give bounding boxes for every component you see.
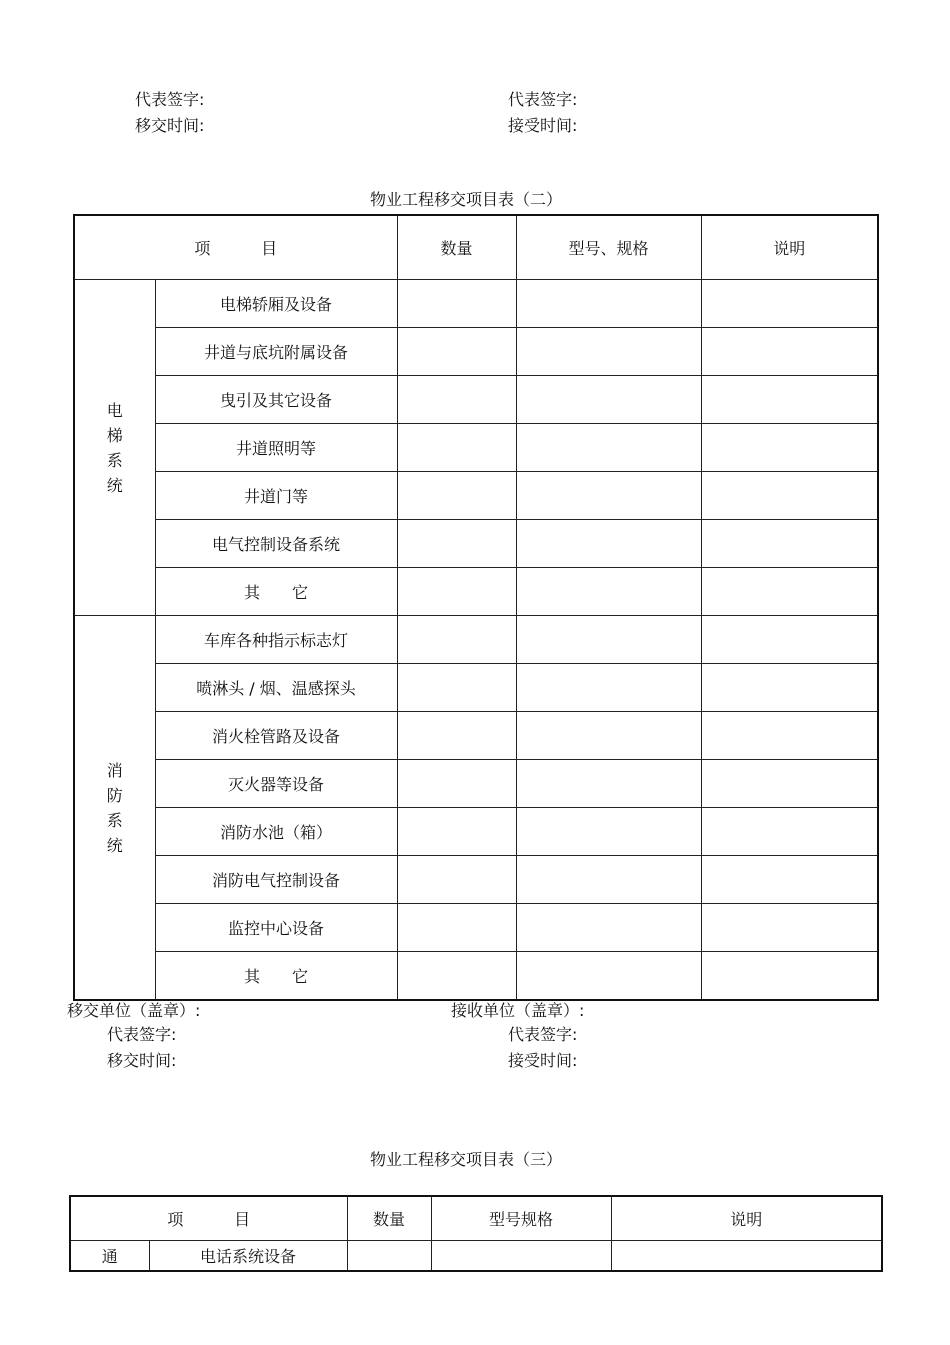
item-cell: 电气控制设备系统: [155, 520, 397, 568]
handover-table-2: [73, 214, 879, 1001]
quantity-cell: [397, 712, 516, 760]
table-row: [74, 472, 878, 520]
item-cell: 井道照明等: [155, 424, 397, 472]
note-cell: [701, 376, 878, 424]
quantity-cell: [397, 472, 516, 520]
table-row: [74, 520, 878, 568]
quantity-cell: [397, 424, 516, 472]
quantity-cell: [397, 568, 516, 616]
note-cell: [701, 328, 878, 376]
model-cell: [516, 808, 701, 856]
note-cell: [701, 760, 878, 808]
note-cell: [701, 952, 878, 1001]
group-name-char: 统: [106, 835, 123, 855]
group-name-char: 系: [106, 810, 123, 830]
note-cell: [701, 472, 878, 520]
item-cell: 消防电气控制设备: [155, 856, 397, 904]
table-header-row: [74, 215, 878, 280]
model-cell: [516, 520, 701, 568]
item-cell: 其 它: [155, 952, 397, 1001]
group-name-cell: [74, 616, 155, 1001]
table-row: [74, 856, 878, 904]
header-quantity: 数量: [347, 1196, 431, 1241]
bottom-right-time-label: 接受时间:: [508, 1051, 578, 1070]
table-row: [74, 904, 878, 952]
quantity-cell: [397, 328, 516, 376]
model-cell: [516, 616, 701, 664]
header-item: 项 目: [70, 1196, 347, 1241]
transfer-unit-label: 移交单位（盖章）:: [67, 1001, 201, 1020]
note-cell: [701, 616, 878, 664]
top-right-rep-label: 代表签字:: [508, 90, 578, 109]
model-cell: [516, 328, 701, 376]
item-cell: 消防水池（箱）: [155, 808, 397, 856]
table2-title: 物业工程移交项目表（二）: [370, 190, 563, 209]
group-name-cell: [74, 280, 155, 616]
quantity-cell: [397, 376, 516, 424]
quantity-cell: [397, 520, 516, 568]
table-row: [74, 424, 878, 472]
handover-table-3: [69, 1195, 883, 1272]
item-cell: 车库各种指示标志灯: [155, 616, 397, 664]
group-name-char: 防: [106, 785, 123, 805]
model-cell: [516, 760, 701, 808]
header-note: 说明: [701, 215, 878, 280]
table-row: [74, 664, 878, 712]
note-cell: [701, 664, 878, 712]
header-quantity: 数量: [397, 215, 516, 280]
note-cell: [701, 280, 878, 328]
note-cell: [701, 856, 878, 904]
top-right-time-label: 接受时间:: [508, 116, 578, 135]
table-row: [74, 760, 878, 808]
table-row: [74, 952, 878, 1001]
model-cell: [431, 1241, 611, 1272]
header-model: 型号、规格: [516, 215, 701, 280]
model-cell: [516, 712, 701, 760]
item-cell: 消火栓管路及设备: [155, 712, 397, 760]
quantity-cell: [397, 952, 516, 1001]
header-item: 项 目: [74, 215, 397, 280]
table-row: [74, 280, 878, 328]
item-cell: 电梯轿厢及设备: [155, 280, 397, 328]
header-note: 说明: [611, 1196, 882, 1241]
table-header-row: [70, 1196, 882, 1241]
quantity-cell: [397, 808, 516, 856]
table3-title: 物业工程移交项目表（三）: [370, 1150, 563, 1169]
item-cell: 其 它: [155, 568, 397, 616]
top-left-time-label: 移交时间:: [135, 116, 205, 135]
group-name-char: 梯: [106, 425, 123, 445]
top-left-rep-label: 代表签字:: [135, 90, 205, 109]
model-cell: [516, 952, 701, 1001]
model-cell: [516, 424, 701, 472]
group-name-char: 电: [106, 400, 123, 420]
group-name-char: 消: [106, 760, 123, 780]
header-model: 型号规格: [431, 1196, 611, 1241]
quantity-cell: [397, 664, 516, 712]
quantity-cell: [397, 616, 516, 664]
model-cell: [516, 472, 701, 520]
bottom-left-time-label: 移交时间:: [107, 1051, 177, 1070]
quantity-cell: [397, 760, 516, 808]
model-cell: [516, 856, 701, 904]
note-cell: [701, 568, 878, 616]
group-name-char: 统: [106, 475, 123, 495]
item-cell: 监控中心设备: [155, 904, 397, 952]
table-row: [74, 568, 878, 616]
quantity-cell: [347, 1241, 431, 1272]
table-row: [74, 376, 878, 424]
note-cell: [701, 808, 878, 856]
item-cell: 灭火器等设备: [155, 760, 397, 808]
item-cell: 喷淋头 / 烟、温感探头: [155, 664, 397, 712]
model-cell: [516, 376, 701, 424]
item-cell: 电话系统设备: [149, 1241, 347, 1272]
receive-unit-label: 接收单位（盖章）:: [451, 1001, 585, 1020]
table-row: [70, 1241, 882, 1272]
model-cell: [516, 280, 701, 328]
item-cell: 井道与底坑附属设备: [155, 328, 397, 376]
group-name-char: 系: [106, 450, 123, 470]
table-row: [74, 808, 878, 856]
group-cell: 通: [70, 1241, 149, 1272]
note-cell: [701, 520, 878, 568]
note-cell: [611, 1241, 882, 1272]
table-row: [74, 328, 878, 376]
model-cell: [516, 568, 701, 616]
quantity-cell: [397, 856, 516, 904]
table-row: [74, 712, 878, 760]
model-cell: [516, 904, 701, 952]
bottom-right-rep-label: 代表签字:: [508, 1025, 578, 1044]
table-row: [74, 616, 878, 664]
quantity-cell: [397, 904, 516, 952]
note-cell: [701, 904, 878, 952]
note-cell: [701, 424, 878, 472]
item-cell: 曳引及其它设备: [155, 376, 397, 424]
bottom-left-rep-label: 代表签字:: [107, 1025, 177, 1044]
item-cell: 井道门等: [155, 472, 397, 520]
note-cell: [701, 712, 878, 760]
quantity-cell: [397, 280, 516, 328]
model-cell: [516, 664, 701, 712]
